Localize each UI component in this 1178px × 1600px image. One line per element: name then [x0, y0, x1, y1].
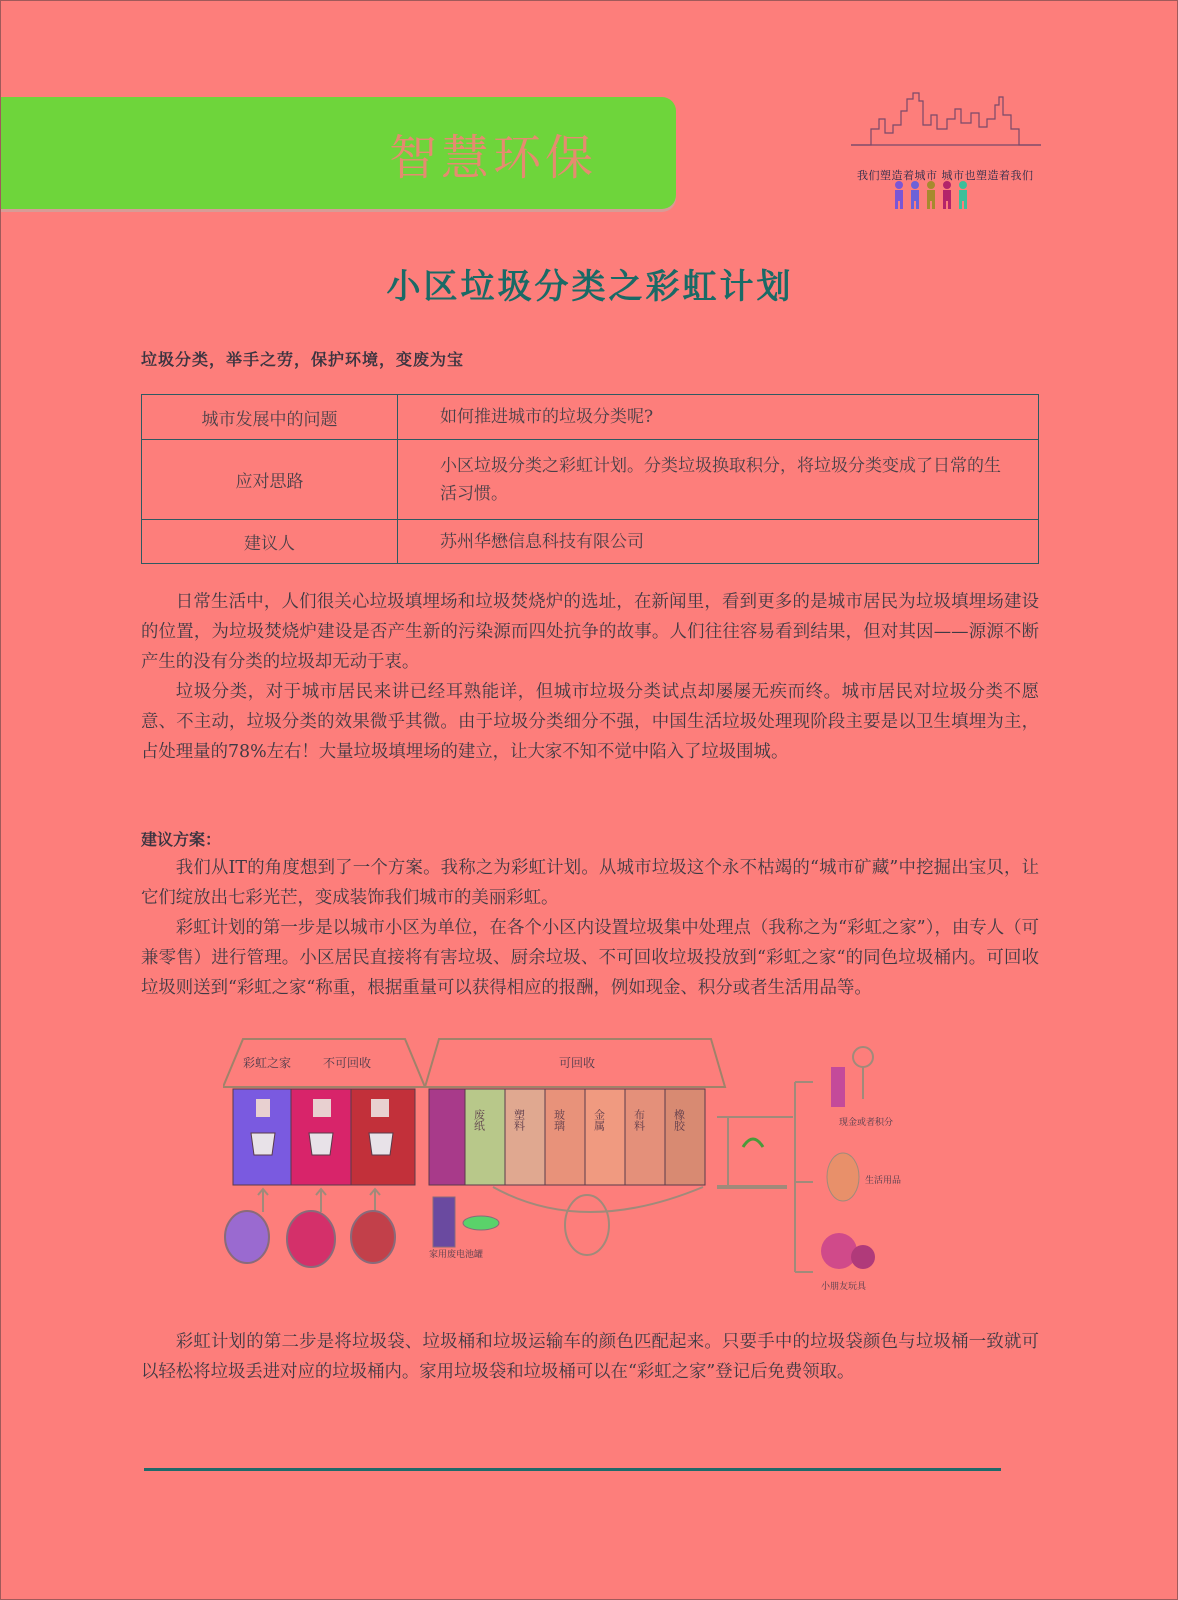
bin-cloth: [625, 1089, 665, 1185]
table-key: 应对思路: [142, 440, 398, 520]
bin-battery: [429, 1089, 465, 1185]
bin-label: 橡胶: [672, 1109, 686, 1131]
paragraph: 我们从IT的角度想到了一个方案。我称之为彩虹计划。从城市垃圾这个永不枯竭的“城市矿藏”中挖掘出宝贝，让它们绽放出七彩光芒，变成装饰我们城市的美丽彩虹。: [141, 858, 1039, 908]
table-key: 建议人: [142, 520, 398, 564]
page-subtitle: 垃圾分类，举手之劳，保护环境，变废为宝: [141, 350, 465, 369]
pail-icon: [463, 1216, 499, 1230]
house-label: 可回收: [559, 1056, 596, 1070]
paragraph: 彩虹计划的第二步是将垃圾袋、垃圾桶和垃圾运输车的颜色匹配起来。只要手中的垃圾袋颜色与垃圾桶一致就可以轻松将垃圾丢进对应的垃圾桶内。家用垃圾袋和垃圾桶可以在“彩虹之家”登记后免费领取。: [141, 1332, 1039, 1382]
bin-plastic: [505, 1089, 545, 1185]
paragraph: 彩虹计划的第一步是以城市小区为单位，在各个小区内设置垃圾集中处理点（我称之为“彩虹之家”），由专人（可兼零售）进行管理。小区居民直接将有害垃圾、厨余垃圾、不可回收垃圾投放到“彩虹之家“的同色垃圾桶内。可回收垃圾则送到“彩虹之家“称重，根据重量可以获得相应的报酬，例如现金、积分或者生活用品等。: [141, 918, 1039, 998]
bin-metal: [585, 1089, 625, 1185]
cash-icon: [831, 1067, 845, 1107]
recycle-bag-icon: [565, 1195, 609, 1255]
rainbow-plan-diagram: [223, 1037, 943, 1317]
bin-label: 废纸: [472, 1109, 486, 1131]
goods-icon: [827, 1153, 859, 1201]
header-banner: [1, 97, 676, 209]
page-title: 小区垃圾分类之彩虹计划: [386, 267, 794, 307]
bin-label: 玻璃: [552, 1109, 566, 1131]
bin-label: 塑料: [512, 1109, 526, 1131]
scale-icon: [717, 1185, 787, 1189]
bin-label: 金属: [592, 1109, 606, 1131]
paragraph: 垃圾分类，对于城市居民来讲已经耳熟能详，但城市垃圾分类试点却屡屡无疾而终。城市居民对垃圾分类不愿意、不主动，垃圾分类的效果微乎其微。由于垃圾分类细分不强，中国生活垃圾处理现阶段主要是以卫生填埋为主，占处理量的78%左右！大量垃圾填埋场的建立，让大家不知不觉中陷入了垃圾围城。: [141, 682, 1039, 762]
person-icon: [853, 1047, 873, 1067]
table-value: 小区垃圾分类之彩虹计划。分类垃圾换取积分，将垃圾分类变成了日常的生活习惯。: [398, 440, 1039, 520]
table-row: [142, 440, 1039, 520]
diagram-caption: 现金或者积分: [839, 1118, 894, 1128]
body-proposal: [141, 853, 1039, 1003]
table-row: [142, 520, 1039, 564]
section-heading: 建议方案：: [141, 830, 222, 849]
battery-can-icon: [433, 1197, 455, 1247]
table-value: 如何推进城市的垃圾分类呢?: [398, 395, 1039, 440]
bag-icon: [225, 1211, 269, 1263]
city-slogan: 我们塑造着城市 城市也塑造着我们: [857, 169, 1034, 182]
banner-title: 智慧环保: [389, 130, 598, 186]
toys-icon: [821, 1233, 857, 1269]
bin-glass: [545, 1089, 585, 1185]
bin-label: 布料: [632, 1109, 646, 1131]
diagram-caption: 家用废电池罐: [429, 1250, 484, 1260]
bin-rubber: [665, 1089, 705, 1185]
footer-divider: [144, 1468, 1001, 1471]
body-step-two: [141, 1327, 1039, 1387]
house-label: 不可回收: [323, 1056, 372, 1070]
bag-icon: [287, 1211, 335, 1267]
table-key: 城市发展中的问题: [142, 395, 398, 440]
bag-icon: [351, 1211, 395, 1263]
bin-paper: [465, 1089, 505, 1185]
city-skyline-logo: [851, 89, 1061, 219]
paragraph: 日常生活中，人们很关心垃圾填埋场和垃圾焚烧炉的选址，在新闻里，看到更多的是城市居民为垃圾填埋场建设的位置，为垃圾焚烧炉建设是否产生新的污染源而四处抗争的故事。人们往往容易看到结果，但对其因——源源不断产生的没有分类的垃圾却无动于衷。: [141, 592, 1039, 672]
diagram-caption: 小朋友玩具: [821, 1282, 867, 1292]
house-label: 彩虹之家: [243, 1056, 292, 1070]
diagram-caption: 生活用品: [865, 1176, 902, 1186]
table-row: [142, 395, 1039, 440]
body-intro: [141, 587, 1039, 767]
table-value: 苏州华懋信息科技有限公司: [398, 520, 1039, 564]
info-table: [141, 394, 1039, 564]
